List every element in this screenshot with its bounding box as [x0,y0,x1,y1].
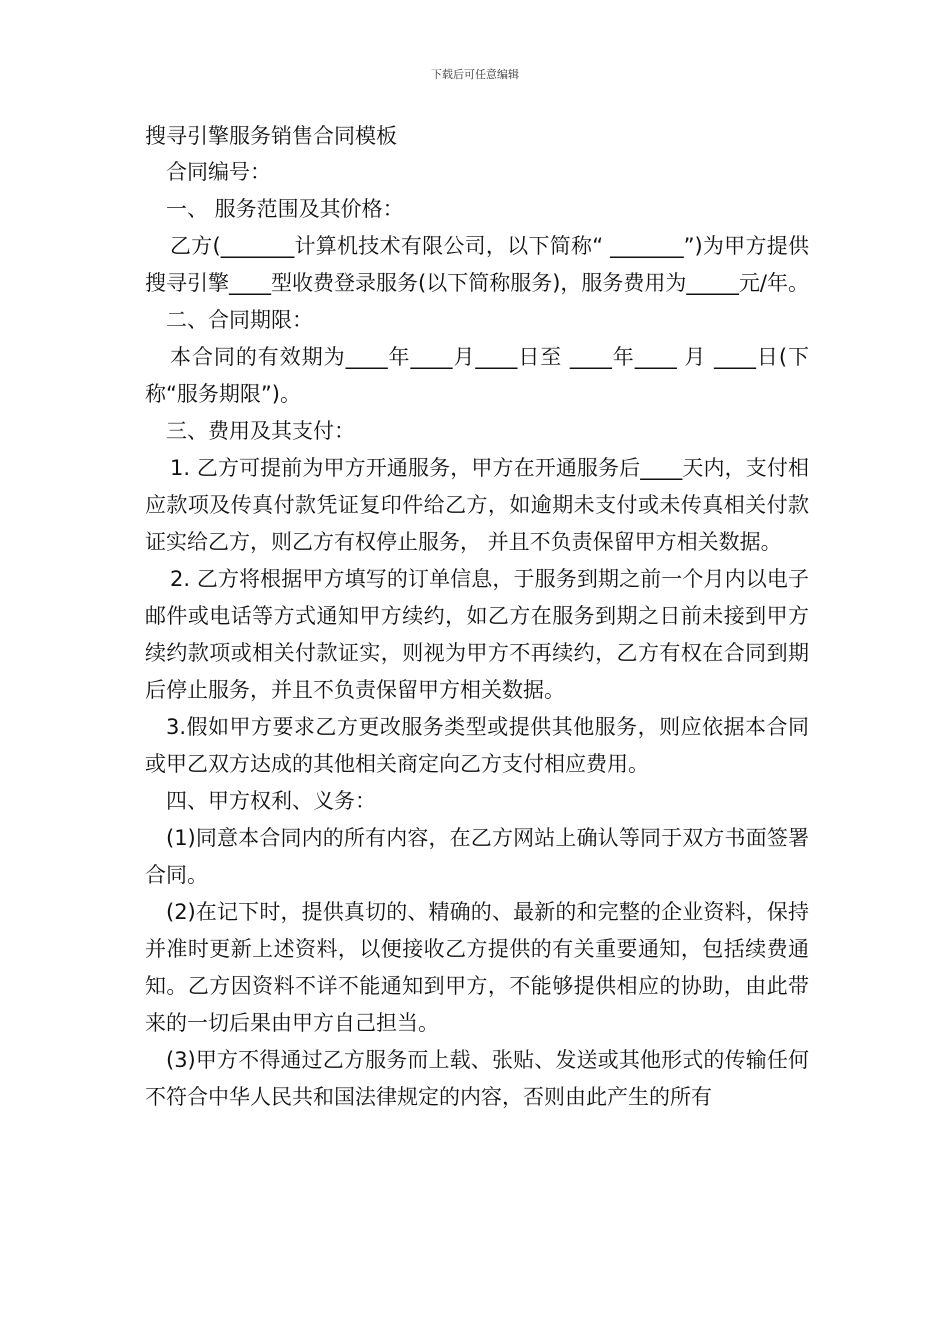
section-1-paragraph: 乙方(_______计算机技术有限公司，以下简称“ _______”)为甲方提供搜寻引擎____型收费登录服务(以下简称服务)，服务费用为_____元/年。 [145,234,809,295]
document-body [145,118,809,1116]
document-title: 搜寻引擎服务销售合同模板 [145,124,397,148]
section-4-item-1: (1)同意本合同内的所有内容，在乙方网站上确认等同于双方书面签署合同。 [145,826,809,887]
contract-number-label: 合同编号： [166,160,271,184]
section-4-heading: 四、甲方权利、义务： [166,789,376,813]
section-4-item-2: (2)在记下时，提供真切的、精确的、最新的和完整的企业资料，保持并准时更新上述资料，以便接收乙方提供的有关重要通知，包括续费通知。乙方因资料不详不能通知到甲方，不能够提供相应的协助，由此带来的一切后果由甲方自己担当。 [145,900,809,1035]
section-3-heading: 三、费用及其支付： [166,419,355,443]
section-3-item-3: 3.假如甲方要求乙方更改服务类型或提供其他服务，则应依据本合同或甲乙双方达成的其他相关商定向乙方支付相应费用。 [145,715,809,776]
section-2-paragraph: 本合同的有效期为____年____月____日至 ____年____ 月 ____日(下称“服务期限”)。 [145,345,809,406]
section-3-item-2: 2. 乙方将根据甲方填写的订单信息，于服务到期之前一个月内以电子邮件或电话等方式通知甲方续约，如乙方在服务到期之日前未接到甲方续约款项或相关付款证实，则视为甲方不再续约，乙方有权在合同到期后停止服务，并且不负责保留甲方相关数据。 [145,567,809,702]
section-1-heading: 一、 服务范围及其价格： [166,197,404,221]
section-3-item-1: 1. 乙方可提前为甲方开通服务，甲方在开通服务后____天内，支付相应款项及传真付款凭证复印件给乙方，如逾期未支付或未传真相关付款证实给乙方，则乙方有权停止服务， 并且不负责保留甲方相关数据。 [145,456,809,554]
section-4-item-3: (3)甲方不得通过乙方服务而上载、张贴、发送或其他形式的传输任何不符合中华人民共和国法律规定的内容，否则由此产生的所有 [145,1048,809,1109]
section-2-heading: 二、合同期限： [166,308,313,332]
header-note: 下载后可任意编辑 [431,68,519,81]
